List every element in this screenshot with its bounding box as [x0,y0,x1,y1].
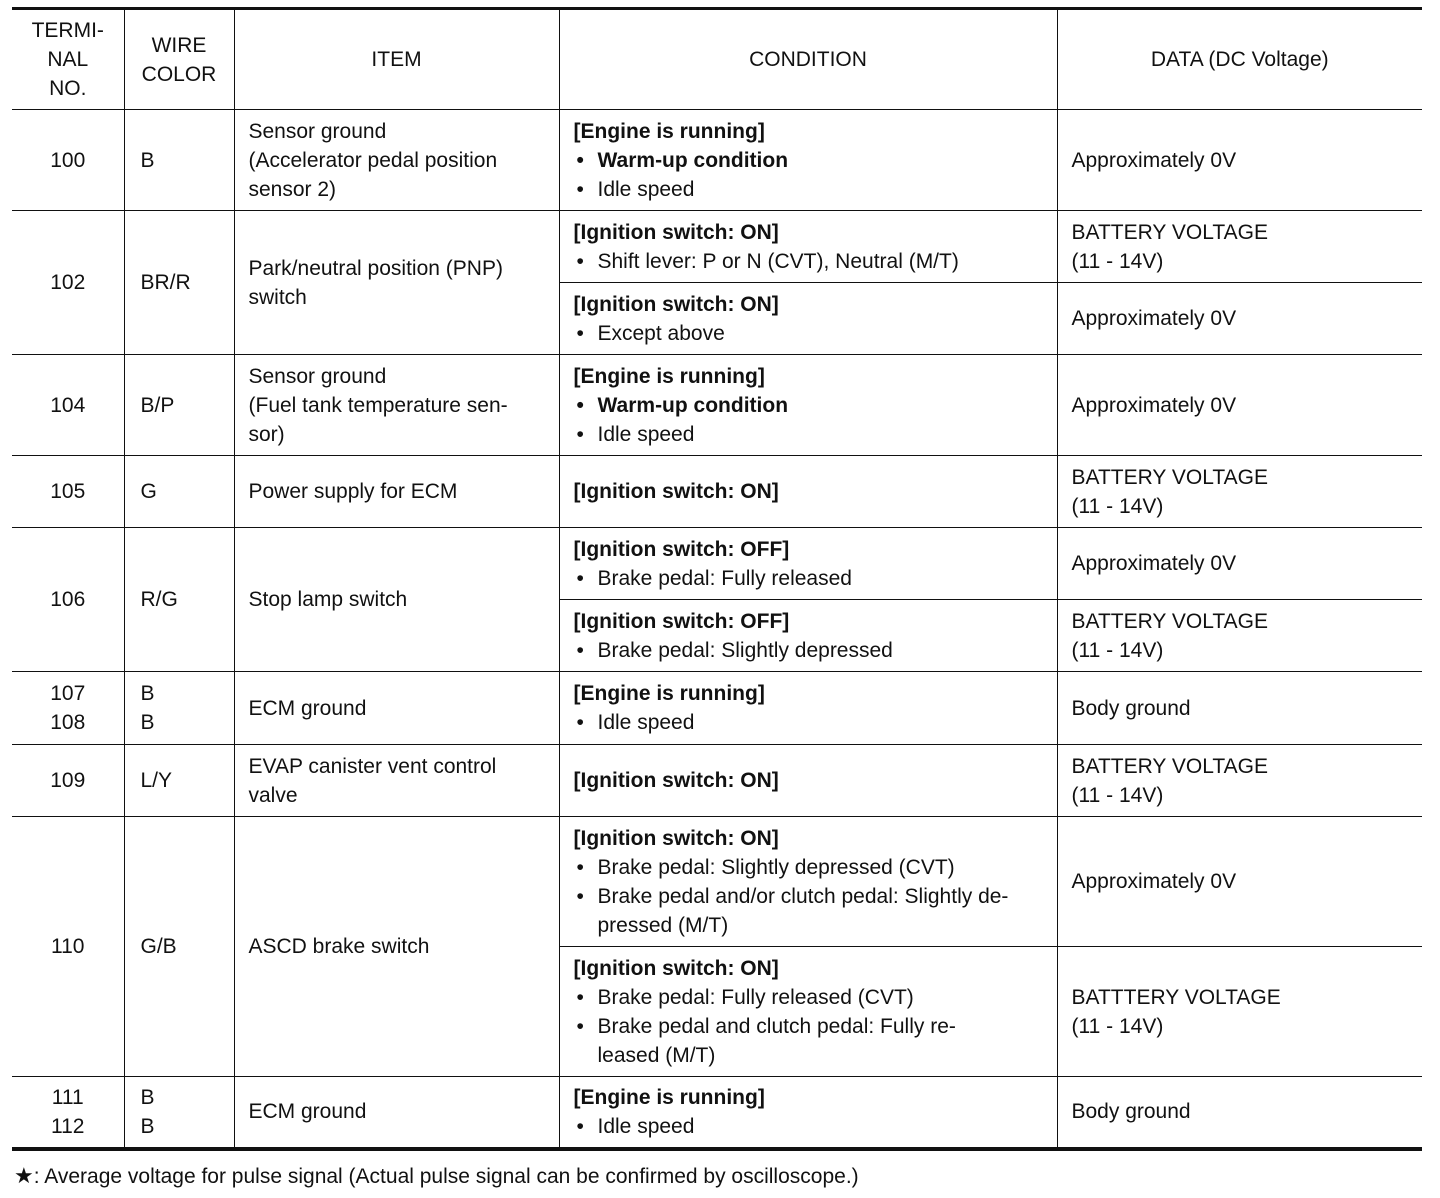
condition-bullet-text: • Brake pedal and/or clutch pedal: Slightly de- [597,884,1009,908]
item-cell [234,211,559,355]
item-text: Sensor ground [248,364,387,388]
data-value: Approximately 0V [1071,870,1237,893]
data-cell [1057,355,1422,456]
condition-bullet [574,882,1043,940]
wire-color: B [140,148,155,172]
item-text: sor) [248,422,285,446]
condition-bullet [574,247,1043,276]
terminal-no: 107 [50,682,86,705]
wire-color: B [140,1114,155,1138]
condition-bullet-text: • Brake pedal and clutch pedal: Fully re- [597,1014,956,1038]
item-text: Power supply for ECM [248,480,458,503]
condition-bullet [574,636,1043,665]
data-cell [1057,211,1422,283]
footnote-text: : Average voltage for pulse signal (Actual pulse signal can be confirmed by oscilloscope.) [33,1165,859,1188]
item-cell [234,110,559,211]
data-value: BATTERY VOLTAGE [1071,754,1268,778]
data-value: (11 - 14V) [1071,638,1164,662]
condition-bullet-text: • Idle speed [597,1114,695,1138]
condition-bullet-text: • Brake pedal: Slightly depressed (CVT) [597,855,955,879]
data-value: Approximately 0V [1071,307,1237,330]
condition-bullet [574,853,1043,882]
wire-color: G/B [140,935,177,958]
table-header [12,9,1422,110]
table-row [12,528,1422,600]
data-value: (11 - 14V) [1071,1014,1164,1038]
data-value: BATTTERY VOLTAGE [1071,985,1281,1009]
condition-bullet [574,1112,1043,1141]
wire-color: B [140,682,155,705]
terminal-no-cell [12,355,124,456]
condition-cell [559,211,1057,283]
condition-bullet-text: • Warm-up condition [597,148,789,172]
terminal-no-cell [12,1077,124,1149]
wire-color-cell [124,211,234,355]
data-value: Body ground [1071,696,1191,720]
table-row [12,456,1422,528]
wire-color-cell [124,110,234,211]
terminal-no-cell [12,110,124,211]
condition-bullet-text: pressed (M/T) [597,913,729,937]
wire-color: R/G [140,588,178,611]
header-row [12,9,1422,110]
terminal-no-cell [12,745,124,817]
terminal-no: 106 [50,588,86,611]
data-value: Body ground [1071,1100,1191,1124]
terminal-no: 100 [50,148,86,172]
condition-cell [559,110,1057,211]
data-value: Approximately 0V [1071,393,1237,417]
terminal-data-table [12,7,1422,1151]
condition-cell [559,947,1057,1077]
data-cell [1057,283,1422,355]
data-cell [1057,600,1422,672]
condition-heading: [Engine is running] [573,364,765,388]
data-cell [1057,817,1422,947]
terminal-no-cell [12,528,124,672]
item-text: (Fuel tank temperature sen- [248,393,508,417]
table-row [12,211,1422,283]
data-value: (11 - 14V) [1071,249,1164,273]
wire-color: L/Y [140,769,173,792]
condition-cell [559,817,1057,947]
item-cell [234,1077,559,1149]
table-body [12,110,1422,1149]
data-cell [1057,947,1422,1077]
table-row [12,110,1422,211]
terminal-no-cell [12,672,124,745]
wire-color: BR/R [140,271,191,294]
table-row [12,355,1422,456]
item-text: Stop lamp switch [248,588,408,611]
item-text: ECM ground [248,696,367,720]
condition-heading: [Ignition switch: ON] [573,220,779,244]
wire-color: B [140,1085,155,1109]
item-text: valve [248,783,298,807]
data-cell [1057,745,1422,817]
condition-bullet-text: • Shift lever: P or N (CVT), Neutral (M/T) [597,249,959,273]
terminal-no-cell [12,456,124,528]
wire-color-cell [124,672,234,745]
item-cell [234,528,559,672]
data-cell [1057,110,1422,211]
item-text: Park/neutral position (PNP) [248,256,503,280]
wire-color: G [140,480,157,503]
condition-heading: [Ignition switch: ON] [573,956,779,980]
condition-bullet [574,319,1043,348]
wire-color: B/P [140,393,175,417]
condition-cell [559,528,1057,600]
condition-bullet [574,175,1043,204]
terminal-no: 111 [51,1085,84,1109]
terminal-no-cell [12,211,124,355]
data-cell [1057,1077,1422,1149]
header-terminal-no: TERMI- NAL NO. [12,9,124,110]
terminal-no: 112 [51,1114,85,1138]
table-row [12,672,1422,745]
condition-heading: [Ignition switch: ON] [573,292,779,316]
data-value: BATTERY VOLTAGE [1071,465,1268,489]
item-cell [234,745,559,817]
table-row [12,1077,1422,1149]
condition-cell [559,600,1057,672]
item-cell [234,456,559,528]
wire-color-cell [124,528,234,672]
data-value: Approximately 0V [1071,148,1237,172]
data-cell [1057,528,1422,600]
condition-bullet [574,564,1043,593]
condition-bullet [574,1012,1043,1070]
wire-color-cell [124,817,234,1077]
footnote [14,1163,859,1189]
condition-bullet [574,420,1043,449]
wire-color-cell [124,745,234,817]
condition-bullet [574,146,1043,175]
item-text: sensor 2) [248,177,337,201]
condition-bullet-text: leased (M/T) [597,1043,716,1067]
data-value: (11 - 14V) [1071,494,1164,518]
data-cell [1057,456,1422,528]
item-text: EVAP canister vent control [248,754,497,778]
item-cell [234,355,559,456]
header-wire-color: WIRE COLOR [124,9,234,110]
condition-bullet-text: • Idle speed [597,711,695,734]
condition-bullet-text: • Idle speed [597,177,695,201]
item-text: (Accelerator pedal position [248,148,498,172]
condition-heading: [Ignition switch: OFF] [573,537,790,561]
condition-cell [559,1077,1057,1149]
condition-bullet-text: • Brake pedal: Fully released (CVT) [597,985,914,1009]
item-cell [234,672,559,745]
terminal-no: 109 [50,769,86,792]
condition-heading: [Engine is running] [573,1085,765,1109]
data-value: (11 - 14V) [1071,783,1164,807]
item-text: ECM ground [248,1100,367,1124]
terminal-no: 108 [50,711,86,734]
data-value: BATTERY VOLTAGE [1071,220,1268,244]
star-icon: ★ [14,1163,34,1188]
header-data: DATA (DC Voltage) [1057,9,1422,110]
header-condition: CONDITION [559,9,1057,110]
condition-bullet-text: • Brake pedal: Slightly depressed [597,638,893,662]
terminal-no: 104 [50,393,86,417]
condition-bullet-text: • Warm-up condition [597,393,789,417]
data-cell [1057,672,1422,745]
condition-bullet-text: • Idle speed [597,422,695,446]
item-text: ASCD brake switch [248,935,430,958]
terminal-no: 110 [51,935,85,958]
table-row [12,817,1422,947]
condition-bullet [574,983,1043,1012]
condition-cell [559,745,1057,817]
condition-bullet [574,708,1043,737]
condition-cell [559,672,1057,745]
item-cell [234,817,559,1077]
condition-heading: [Ignition switch: ON] [573,769,779,792]
condition-bullet-text: • Brake pedal: Fully released [597,566,852,590]
condition-cell [559,456,1057,528]
condition-bullet [574,391,1043,420]
condition-heading: [Ignition switch: ON] [573,826,779,850]
condition-cell [559,283,1057,355]
condition-heading: [Engine is running] [573,119,765,143]
condition-cell [559,355,1057,456]
condition-heading: [Ignition switch: OFF] [573,609,790,633]
terminal-no-cell [12,817,124,1077]
data-value: BATTERY VOLTAGE [1071,609,1268,633]
wire-color-cell [124,1077,234,1149]
table-row [12,745,1422,817]
wire-color-cell [124,456,234,528]
condition-heading: [Engine is running] [573,682,765,705]
item-text: Sensor ground [248,119,387,143]
data-value: Approximately 0V [1071,552,1237,575]
terminal-no: 102 [50,271,86,294]
terminal-no: 105 [50,480,86,503]
condition-heading: [Ignition switch: ON] [573,480,779,503]
item-text: switch [248,285,307,309]
wire-color-cell [124,355,234,456]
condition-bullet-text: • Except above [597,321,725,345]
header-item: ITEM [234,9,559,110]
wire-color: B [140,711,155,734]
